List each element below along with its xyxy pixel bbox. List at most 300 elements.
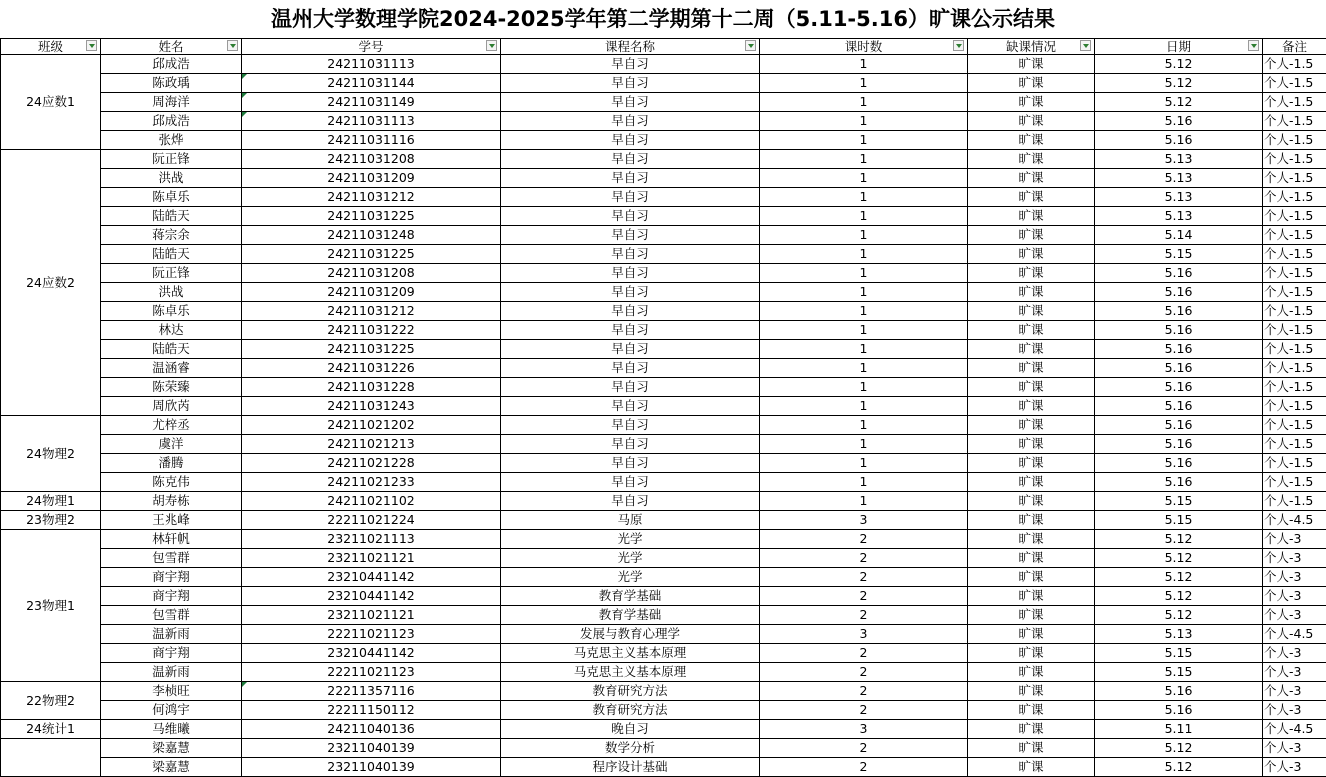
date-cell[interactable]: 5.16 — [1095, 283, 1263, 302]
date-cell[interactable]: 5.16 — [1095, 131, 1263, 150]
absence-cell[interactable]: 旷课 — [968, 549, 1095, 568]
student-id-cell[interactable]: 24211031208 — [242, 264, 501, 283]
table-row[interactable] — [1, 720, 1326, 739]
student-id-cell[interactable]: 24211031113 — [242, 55, 501, 74]
table-row[interactable] — [1, 55, 1326, 74]
table-row[interactable] — [1, 758, 1326, 777]
student-id-cell[interactable]: 22211357116 — [242, 682, 501, 701]
name-cell[interactable]: 虞洋 — [101, 435, 242, 454]
hours-cell[interactable]: 1 — [760, 359, 968, 378]
table-row[interactable] — [1, 435, 1326, 454]
date-cell[interactable]: 5.16 — [1095, 321, 1263, 340]
remark-cell[interactable]: 个人-3 — [1263, 739, 1326, 758]
absence-cell[interactable]: 旷课 — [968, 378, 1095, 397]
hours-cell[interactable]: 1 — [760, 93, 968, 112]
course-cell[interactable]: 晚自习 — [501, 720, 760, 739]
course-cell[interactable]: 马克思主义基本原理 — [501, 644, 760, 663]
remark-cell[interactable]: 个人-3 — [1263, 758, 1326, 777]
table-row[interactable] — [1, 169, 1326, 188]
table-row[interactable] — [1, 644, 1326, 663]
student-id-cell[interactable]: 24211021233 — [242, 473, 501, 492]
absence-cell[interactable]: 旷课 — [968, 207, 1095, 226]
remark-cell[interactable]: 个人-1.5 — [1263, 226, 1326, 245]
name-cell[interactable]: 包雪群 — [101, 549, 242, 568]
name-cell[interactable]: 温新雨 — [101, 663, 242, 682]
class-cell[interactable]: 22物理2 — [1, 682, 101, 720]
course-cell[interactable]: 早自习 — [501, 435, 760, 454]
course-cell[interactable]: 早自习 — [501, 169, 760, 188]
remark-cell[interactable]: 个人-1.5 — [1263, 264, 1326, 283]
name-cell[interactable]: 陆皓天 — [101, 207, 242, 226]
remark-cell[interactable]: 个人-1.5 — [1263, 207, 1326, 226]
course-cell[interactable]: 早自习 — [501, 397, 760, 416]
absence-cell[interactable]: 旷课 — [968, 188, 1095, 207]
student-id-cell[interactable]: 24211031116 — [242, 131, 501, 150]
date-cell[interactable]: 5.12 — [1095, 93, 1263, 112]
name-cell[interactable]: 陈克伟 — [101, 473, 242, 492]
name-cell[interactable]: 商宇翔 — [101, 644, 242, 663]
remark-cell[interactable]: 个人-1.5 — [1263, 55, 1326, 74]
course-cell[interactable]: 早自习 — [501, 245, 760, 264]
name-cell[interactable]: 陈卓乐 — [101, 188, 242, 207]
student-id-cell[interactable]: 24211031113 — [242, 112, 501, 131]
hours-cell[interactable]: 2 — [760, 739, 968, 758]
remark-cell[interactable]: 个人-1.5 — [1263, 169, 1326, 188]
hours-cell[interactable]: 2 — [760, 568, 968, 587]
absence-cell[interactable]: 旷课 — [968, 492, 1095, 511]
table-row[interactable] — [1, 378, 1326, 397]
hours-cell[interactable]: 1 — [760, 492, 968, 511]
date-cell[interactable]: 5.12 — [1095, 568, 1263, 587]
table-row[interactable] — [1, 397, 1326, 416]
date-cell[interactable]: 5.15 — [1095, 492, 1263, 511]
absence-cell[interactable]: 旷课 — [968, 625, 1095, 644]
table-row[interactable] — [1, 739, 1326, 758]
name-cell[interactable]: 王兆峰 — [101, 511, 242, 530]
remark-cell[interactable]: 个人-1.5 — [1263, 93, 1326, 112]
date-cell[interactable]: 5.16 — [1095, 264, 1263, 283]
remark-cell[interactable]: 个人-1.5 — [1263, 150, 1326, 169]
remark-cell[interactable]: 个人-3 — [1263, 530, 1326, 549]
absence-cell[interactable]: 旷课 — [968, 473, 1095, 492]
date-cell[interactable]: 5.16 — [1095, 378, 1263, 397]
name-cell[interactable]: 阮正锋 — [101, 150, 242, 169]
table-row[interactable] — [1, 207, 1326, 226]
student-id-cell[interactable]: 24211031212 — [242, 302, 501, 321]
remark-cell[interactable]: 个人-3 — [1263, 587, 1326, 606]
absence-cell[interactable]: 旷课 — [968, 701, 1095, 720]
student-id-cell[interactable]: 24211031144 — [242, 74, 501, 93]
table-row[interactable] — [1, 74, 1326, 93]
student-id-cell[interactable]: 23210441142 — [242, 568, 501, 587]
table-row[interactable] — [1, 131, 1326, 150]
remark-cell[interactable]: 个人-1.5 — [1263, 131, 1326, 150]
name-cell[interactable]: 商宇翔 — [101, 568, 242, 587]
absence-cell[interactable]: 旷课 — [968, 245, 1095, 264]
remark-cell[interactable]: 个人-3 — [1263, 606, 1326, 625]
class-cell[interactable]: 24统计1 — [1, 720, 101, 739]
name-cell[interactable]: 胡寿栋 — [101, 492, 242, 511]
date-cell[interactable]: 5.16 — [1095, 112, 1263, 131]
absence-cell[interactable]: 旷课 — [968, 682, 1095, 701]
name-cell[interactable]: 洪战 — [101, 169, 242, 188]
date-cell[interactable]: 5.16 — [1095, 435, 1263, 454]
table-row[interactable] — [1, 245, 1326, 264]
absence-cell[interactable]: 旷课 — [968, 720, 1095, 739]
name-cell[interactable]: 林轩帆 — [101, 530, 242, 549]
student-id-cell[interactable]: 23211021121 — [242, 606, 501, 625]
remark-cell[interactable]: 个人-3 — [1263, 644, 1326, 663]
absence-cell[interactable]: 旷课 — [968, 587, 1095, 606]
filter-dropdown-icon[interactable] — [745, 40, 756, 51]
date-cell[interactable]: 5.12 — [1095, 606, 1263, 625]
table-row[interactable] — [1, 473, 1326, 492]
absence-cell[interactable]: 旷课 — [968, 606, 1095, 625]
course-cell[interactable]: 早自习 — [501, 264, 760, 283]
date-cell[interactable]: 5.16 — [1095, 473, 1263, 492]
name-cell[interactable]: 陈政瑀 — [101, 74, 242, 93]
course-cell[interactable]: 早自习 — [501, 454, 760, 473]
name-cell[interactable]: 陈卓乐 — [101, 302, 242, 321]
date-cell[interactable]: 5.12 — [1095, 549, 1263, 568]
date-cell[interactable]: 5.16 — [1095, 302, 1263, 321]
name-cell[interactable]: 洪战 — [101, 283, 242, 302]
name-cell[interactable]: 马维曦 — [101, 720, 242, 739]
remark-cell[interactable]: 个人-1.5 — [1263, 397, 1326, 416]
table-row[interactable] — [1, 283, 1326, 302]
table-row[interactable] — [1, 264, 1326, 283]
hours-cell[interactable]: 2 — [760, 644, 968, 663]
date-cell[interactable]: 5.13 — [1095, 625, 1263, 644]
remark-cell[interactable]: 个人-3 — [1263, 549, 1326, 568]
absence-cell[interactable]: 旷课 — [968, 131, 1095, 150]
date-cell[interactable]: 5.12 — [1095, 74, 1263, 93]
student-id-cell[interactable]: 23211021121 — [242, 549, 501, 568]
remark-cell[interactable]: 个人-1.5 — [1263, 454, 1326, 473]
student-id-cell[interactable]: 24211031209 — [242, 169, 501, 188]
table-row[interactable] — [1, 492, 1326, 511]
date-cell[interactable]: 5.14 — [1095, 226, 1263, 245]
course-cell[interactable]: 早自习 — [501, 188, 760, 207]
table-row[interactable] — [1, 701, 1326, 720]
hours-cell[interactable]: 1 — [760, 169, 968, 188]
course-cell[interactable]: 早自习 — [501, 131, 760, 150]
date-cell[interactable]: 5.12 — [1095, 758, 1263, 777]
course-cell[interactable]: 早自习 — [501, 473, 760, 492]
hours-cell[interactable]: 1 — [760, 188, 968, 207]
course-cell[interactable]: 教育学基础 — [501, 606, 760, 625]
student-id-cell[interactable]: 24211031212 — [242, 188, 501, 207]
absence-cell[interactable]: 旷课 — [968, 416, 1095, 435]
student-id-cell[interactable]: 24211031209 — [242, 283, 501, 302]
filter-dropdown-icon[interactable] — [1248, 40, 1259, 51]
table-row[interactable] — [1, 359, 1326, 378]
date-cell[interactable]: 5.15 — [1095, 663, 1263, 682]
remark-cell[interactable]: 个人-3 — [1263, 682, 1326, 701]
name-cell[interactable]: 邱成浩 — [101, 112, 242, 131]
remark-cell[interactable]: 个人-1.5 — [1263, 302, 1326, 321]
hours-cell[interactable]: 2 — [760, 701, 968, 720]
date-cell[interactable]: 5.16 — [1095, 416, 1263, 435]
student-id-cell[interactable]: 22211150112 — [242, 701, 501, 720]
course-cell[interactable]: 早自习 — [501, 378, 760, 397]
absence-cell[interactable]: 旷课 — [968, 112, 1095, 131]
absence-cell[interactable]: 旷课 — [968, 74, 1095, 93]
course-cell[interactable]: 程序设计基础 — [501, 758, 760, 777]
course-cell[interactable]: 马原 — [501, 511, 760, 530]
absence-cell[interactable]: 旷课 — [968, 340, 1095, 359]
absence-cell[interactable]: 旷课 — [968, 511, 1095, 530]
student-id-cell[interactable]: 24211031225 — [242, 207, 501, 226]
hours-cell[interactable]: 2 — [760, 549, 968, 568]
student-id-cell[interactable]: 24211031208 — [242, 150, 501, 169]
course-cell[interactable]: 教育研究方法 — [501, 682, 760, 701]
absence-cell[interactable]: 旷课 — [968, 302, 1095, 321]
absence-cell[interactable]: 旷课 — [968, 226, 1095, 245]
course-cell[interactable]: 光学 — [501, 568, 760, 587]
table-row[interactable] — [1, 150, 1326, 169]
course-cell[interactable]: 早自习 — [501, 93, 760, 112]
student-id-cell[interactable]: 24211021202 — [242, 416, 501, 435]
remark-cell[interactable]: 个人-1.5 — [1263, 74, 1326, 93]
course-cell[interactable]: 早自习 — [501, 226, 760, 245]
remark-cell[interactable]: 个人-4.5 — [1263, 511, 1326, 530]
student-id-cell[interactable]: 23211040139 — [242, 758, 501, 777]
remark-cell[interactable]: 个人-3 — [1263, 663, 1326, 682]
course-cell[interactable]: 早自习 — [501, 74, 760, 93]
student-id-cell[interactable]: 24211031243 — [242, 397, 501, 416]
class-cell[interactable]: 23物理1 — [1, 530, 101, 682]
date-cell[interactable]: 5.16 — [1095, 701, 1263, 720]
hours-cell[interactable]: 1 — [760, 150, 968, 169]
name-cell[interactable]: 蒋宗余 — [101, 226, 242, 245]
course-cell[interactable]: 教育学基础 — [501, 587, 760, 606]
remark-cell[interactable]: 个人-1.5 — [1263, 321, 1326, 340]
hours-cell[interactable]: 2 — [760, 663, 968, 682]
table-row[interactable] — [1, 93, 1326, 112]
date-cell[interactable]: 5.13 — [1095, 207, 1263, 226]
hours-cell[interactable]: 1 — [760, 321, 968, 340]
hours-cell[interactable]: 1 — [760, 302, 968, 321]
course-cell[interactable]: 光学 — [501, 549, 760, 568]
student-id-cell[interactable]: 24211031226 — [242, 359, 501, 378]
hours-cell[interactable]: 1 — [760, 397, 968, 416]
hours-cell[interactable]: 3 — [760, 720, 968, 739]
student-id-cell[interactable]: 23211021113 — [242, 530, 501, 549]
remark-cell[interactable]: 个人-1.5 — [1263, 492, 1326, 511]
remark-cell[interactable]: 个人-1.5 — [1263, 435, 1326, 454]
name-cell[interactable]: 林达 — [101, 321, 242, 340]
absence-cell[interactable]: 旷课 — [968, 454, 1095, 473]
remark-cell[interactable]: 个人-4.5 — [1263, 625, 1326, 644]
absence-cell[interactable]: 旷课 — [968, 644, 1095, 663]
student-id-cell[interactable]: 24211021228 — [242, 454, 501, 473]
table-row[interactable] — [1, 606, 1326, 625]
hours-cell[interactable]: 3 — [760, 625, 968, 644]
hours-cell[interactable]: 1 — [760, 264, 968, 283]
hours-cell[interactable]: 1 — [760, 378, 968, 397]
course-cell[interactable]: 早自习 — [501, 302, 760, 321]
class-cell[interactable]: 24物理1 — [1, 492, 101, 511]
remark-cell[interactable]: 个人-3 — [1263, 568, 1326, 587]
date-cell[interactable]: 5.13 — [1095, 150, 1263, 169]
absence-cell[interactable]: 旷课 — [968, 568, 1095, 587]
date-cell[interactable]: 5.15 — [1095, 511, 1263, 530]
name-cell[interactable]: 陆皓天 — [101, 245, 242, 264]
course-cell[interactable]: 早自习 — [501, 207, 760, 226]
table-row[interactable] — [1, 625, 1326, 644]
absence-cell[interactable]: 旷课 — [968, 283, 1095, 302]
hours-cell[interactable]: 1 — [760, 473, 968, 492]
student-id-cell[interactable]: 23210441142 — [242, 587, 501, 606]
name-cell[interactable]: 阮正锋 — [101, 264, 242, 283]
table-row[interactable] — [1, 549, 1326, 568]
hours-cell[interactable]: 1 — [760, 416, 968, 435]
course-cell[interactable]: 早自习 — [501, 283, 760, 302]
name-cell[interactable]: 梁嘉慧 — [101, 758, 242, 777]
date-cell[interactable]: 5.12 — [1095, 739, 1263, 758]
date-cell[interactable]: 5.11 — [1095, 720, 1263, 739]
course-cell[interactable]: 发展与教育心理学 — [501, 625, 760, 644]
table-row[interactable] — [1, 188, 1326, 207]
class-cell[interactable]: 24应数2 — [1, 150, 101, 416]
hours-cell[interactable]: 1 — [760, 74, 968, 93]
name-cell[interactable]: 商宇翔 — [101, 587, 242, 606]
hours-cell[interactable]: 1 — [760, 55, 968, 74]
name-cell[interactable]: 包雪群 — [101, 606, 242, 625]
name-cell[interactable]: 潘腾 — [101, 454, 242, 473]
course-cell[interactable]: 教育研究方法 — [501, 701, 760, 720]
remark-cell[interactable]: 个人-1.5 — [1263, 416, 1326, 435]
course-cell[interactable]: 早自习 — [501, 112, 760, 131]
course-cell[interactable]: 数学分析 — [501, 739, 760, 758]
class-cell[interactable]: 23物理2 — [1, 511, 101, 530]
course-cell[interactable]: 早自习 — [501, 340, 760, 359]
absence-cell[interactable]: 旷课 — [968, 264, 1095, 283]
student-id-cell[interactable]: 24211040136 — [242, 720, 501, 739]
absence-cell[interactable]: 旷课 — [968, 55, 1095, 74]
absence-cell[interactable]: 旷课 — [968, 663, 1095, 682]
absence-cell[interactable]: 旷课 — [968, 758, 1095, 777]
filter-dropdown-icon[interactable] — [227, 40, 238, 51]
hours-cell[interactable]: 1 — [760, 207, 968, 226]
date-cell[interactable]: 5.15 — [1095, 644, 1263, 663]
absence-cell[interactable]: 旷课 — [968, 397, 1095, 416]
course-cell[interactable]: 早自习 — [501, 492, 760, 511]
student-id-cell[interactable]: 24211021102 — [242, 492, 501, 511]
course-cell[interactable]: 早自习 — [501, 359, 760, 378]
table-row[interactable] — [1, 321, 1326, 340]
student-id-cell[interactable]: 24211031149 — [242, 93, 501, 112]
remark-cell[interactable]: 个人-1.5 — [1263, 340, 1326, 359]
student-id-cell[interactable]: 23210441142 — [242, 644, 501, 663]
name-cell[interactable]: 周欣芮 — [101, 397, 242, 416]
course-cell[interactable]: 早自习 — [501, 321, 760, 340]
absence-cell[interactable]: 旷课 — [968, 435, 1095, 454]
hours-cell[interactable]: 3 — [760, 511, 968, 530]
hours-cell[interactable]: 2 — [760, 758, 968, 777]
hours-cell[interactable]: 2 — [760, 587, 968, 606]
table-row[interactable] — [1, 511, 1326, 530]
student-id-cell[interactable]: 24211031222 — [242, 321, 501, 340]
date-cell[interactable]: 5.16 — [1095, 359, 1263, 378]
student-id-cell[interactable]: 24211031228 — [242, 378, 501, 397]
hours-cell[interactable]: 1 — [760, 435, 968, 454]
table-row[interactable] — [1, 587, 1326, 606]
name-cell[interactable]: 周海洋 — [101, 93, 242, 112]
name-cell[interactable]: 张烨 — [101, 131, 242, 150]
absence-cell[interactable]: 旷课 — [968, 150, 1095, 169]
name-cell[interactable]: 邱成浩 — [101, 55, 242, 74]
table-row[interactable] — [1, 340, 1326, 359]
student-id-cell[interactable]: 22211021224 — [242, 511, 501, 530]
remark-cell[interactable]: 个人-1.5 — [1263, 112, 1326, 131]
student-id-cell[interactable]: 24211031248 — [242, 226, 501, 245]
class-cell[interactable]: 24物理2 — [1, 416, 101, 492]
filter-dropdown-icon[interactable] — [486, 40, 497, 51]
filter-dropdown-icon[interactable] — [86, 40, 97, 51]
table-row[interactable] — [1, 663, 1326, 682]
class-cell[interactable] — [1, 739, 101, 777]
hours-cell[interactable]: 2 — [760, 606, 968, 625]
table-row[interactable] — [1, 568, 1326, 587]
remark-cell[interactable]: 个人-1.5 — [1263, 378, 1326, 397]
hours-cell[interactable]: 1 — [760, 454, 968, 473]
hours-cell[interactable]: 1 — [760, 340, 968, 359]
name-cell[interactable]: 尤梓丞 — [101, 416, 242, 435]
course-cell[interactable]: 早自习 — [501, 150, 760, 169]
table-row[interactable] — [1, 302, 1326, 321]
absence-cell[interactable]: 旷课 — [968, 169, 1095, 188]
absence-cell[interactable]: 旷课 — [968, 321, 1095, 340]
date-cell[interactable]: 5.13 — [1095, 188, 1263, 207]
absence-cell[interactable]: 旷课 — [968, 530, 1095, 549]
student-id-cell[interactable]: 22211021123 — [242, 663, 501, 682]
table-row[interactable] — [1, 682, 1326, 701]
date-cell[interactable]: 5.16 — [1095, 454, 1263, 473]
remark-cell[interactable]: 个人-3 — [1263, 701, 1326, 720]
name-cell[interactable]: 温涵睿 — [101, 359, 242, 378]
date-cell[interactable]: 5.16 — [1095, 682, 1263, 701]
date-cell[interactable]: 5.16 — [1095, 397, 1263, 416]
course-cell[interactable]: 早自习 — [501, 416, 760, 435]
date-cell[interactable]: 5.12 — [1095, 587, 1263, 606]
date-cell[interactable]: 5.12 — [1095, 55, 1263, 74]
date-cell[interactable]: 5.15 — [1095, 245, 1263, 264]
filter-dropdown-icon[interactable] — [953, 40, 964, 51]
remark-cell[interactable]: 个人-1.5 — [1263, 283, 1326, 302]
date-cell[interactable]: 5.13 — [1095, 169, 1263, 188]
hours-cell[interactable]: 1 — [760, 283, 968, 302]
name-cell[interactable]: 温新雨 — [101, 625, 242, 644]
remark-cell[interactable]: 个人-4.5 — [1263, 720, 1326, 739]
name-cell[interactable]: 梁嘉慧 — [101, 739, 242, 758]
table-row[interactable] — [1, 530, 1326, 549]
date-cell[interactable]: 5.16 — [1095, 340, 1263, 359]
course-cell[interactable]: 马克思主义基本原理 — [501, 663, 760, 682]
absence-cell[interactable]: 旷课 — [968, 93, 1095, 112]
name-cell[interactable]: 何鸿宇 — [101, 701, 242, 720]
remark-cell[interactable]: 个人-1.5 — [1263, 359, 1326, 378]
name-cell[interactable]: 李桢旺 — [101, 682, 242, 701]
absence-cell[interactable]: 旷课 — [968, 739, 1095, 758]
hours-cell[interactable]: 1 — [760, 245, 968, 264]
table-row[interactable] — [1, 454, 1326, 473]
student-id-cell[interactable]: 24211031225 — [242, 340, 501, 359]
absence-cell[interactable]: 旷课 — [968, 359, 1095, 378]
name-cell[interactable]: 陈荣臻 — [101, 378, 242, 397]
student-id-cell[interactable]: 24211021213 — [242, 435, 501, 454]
